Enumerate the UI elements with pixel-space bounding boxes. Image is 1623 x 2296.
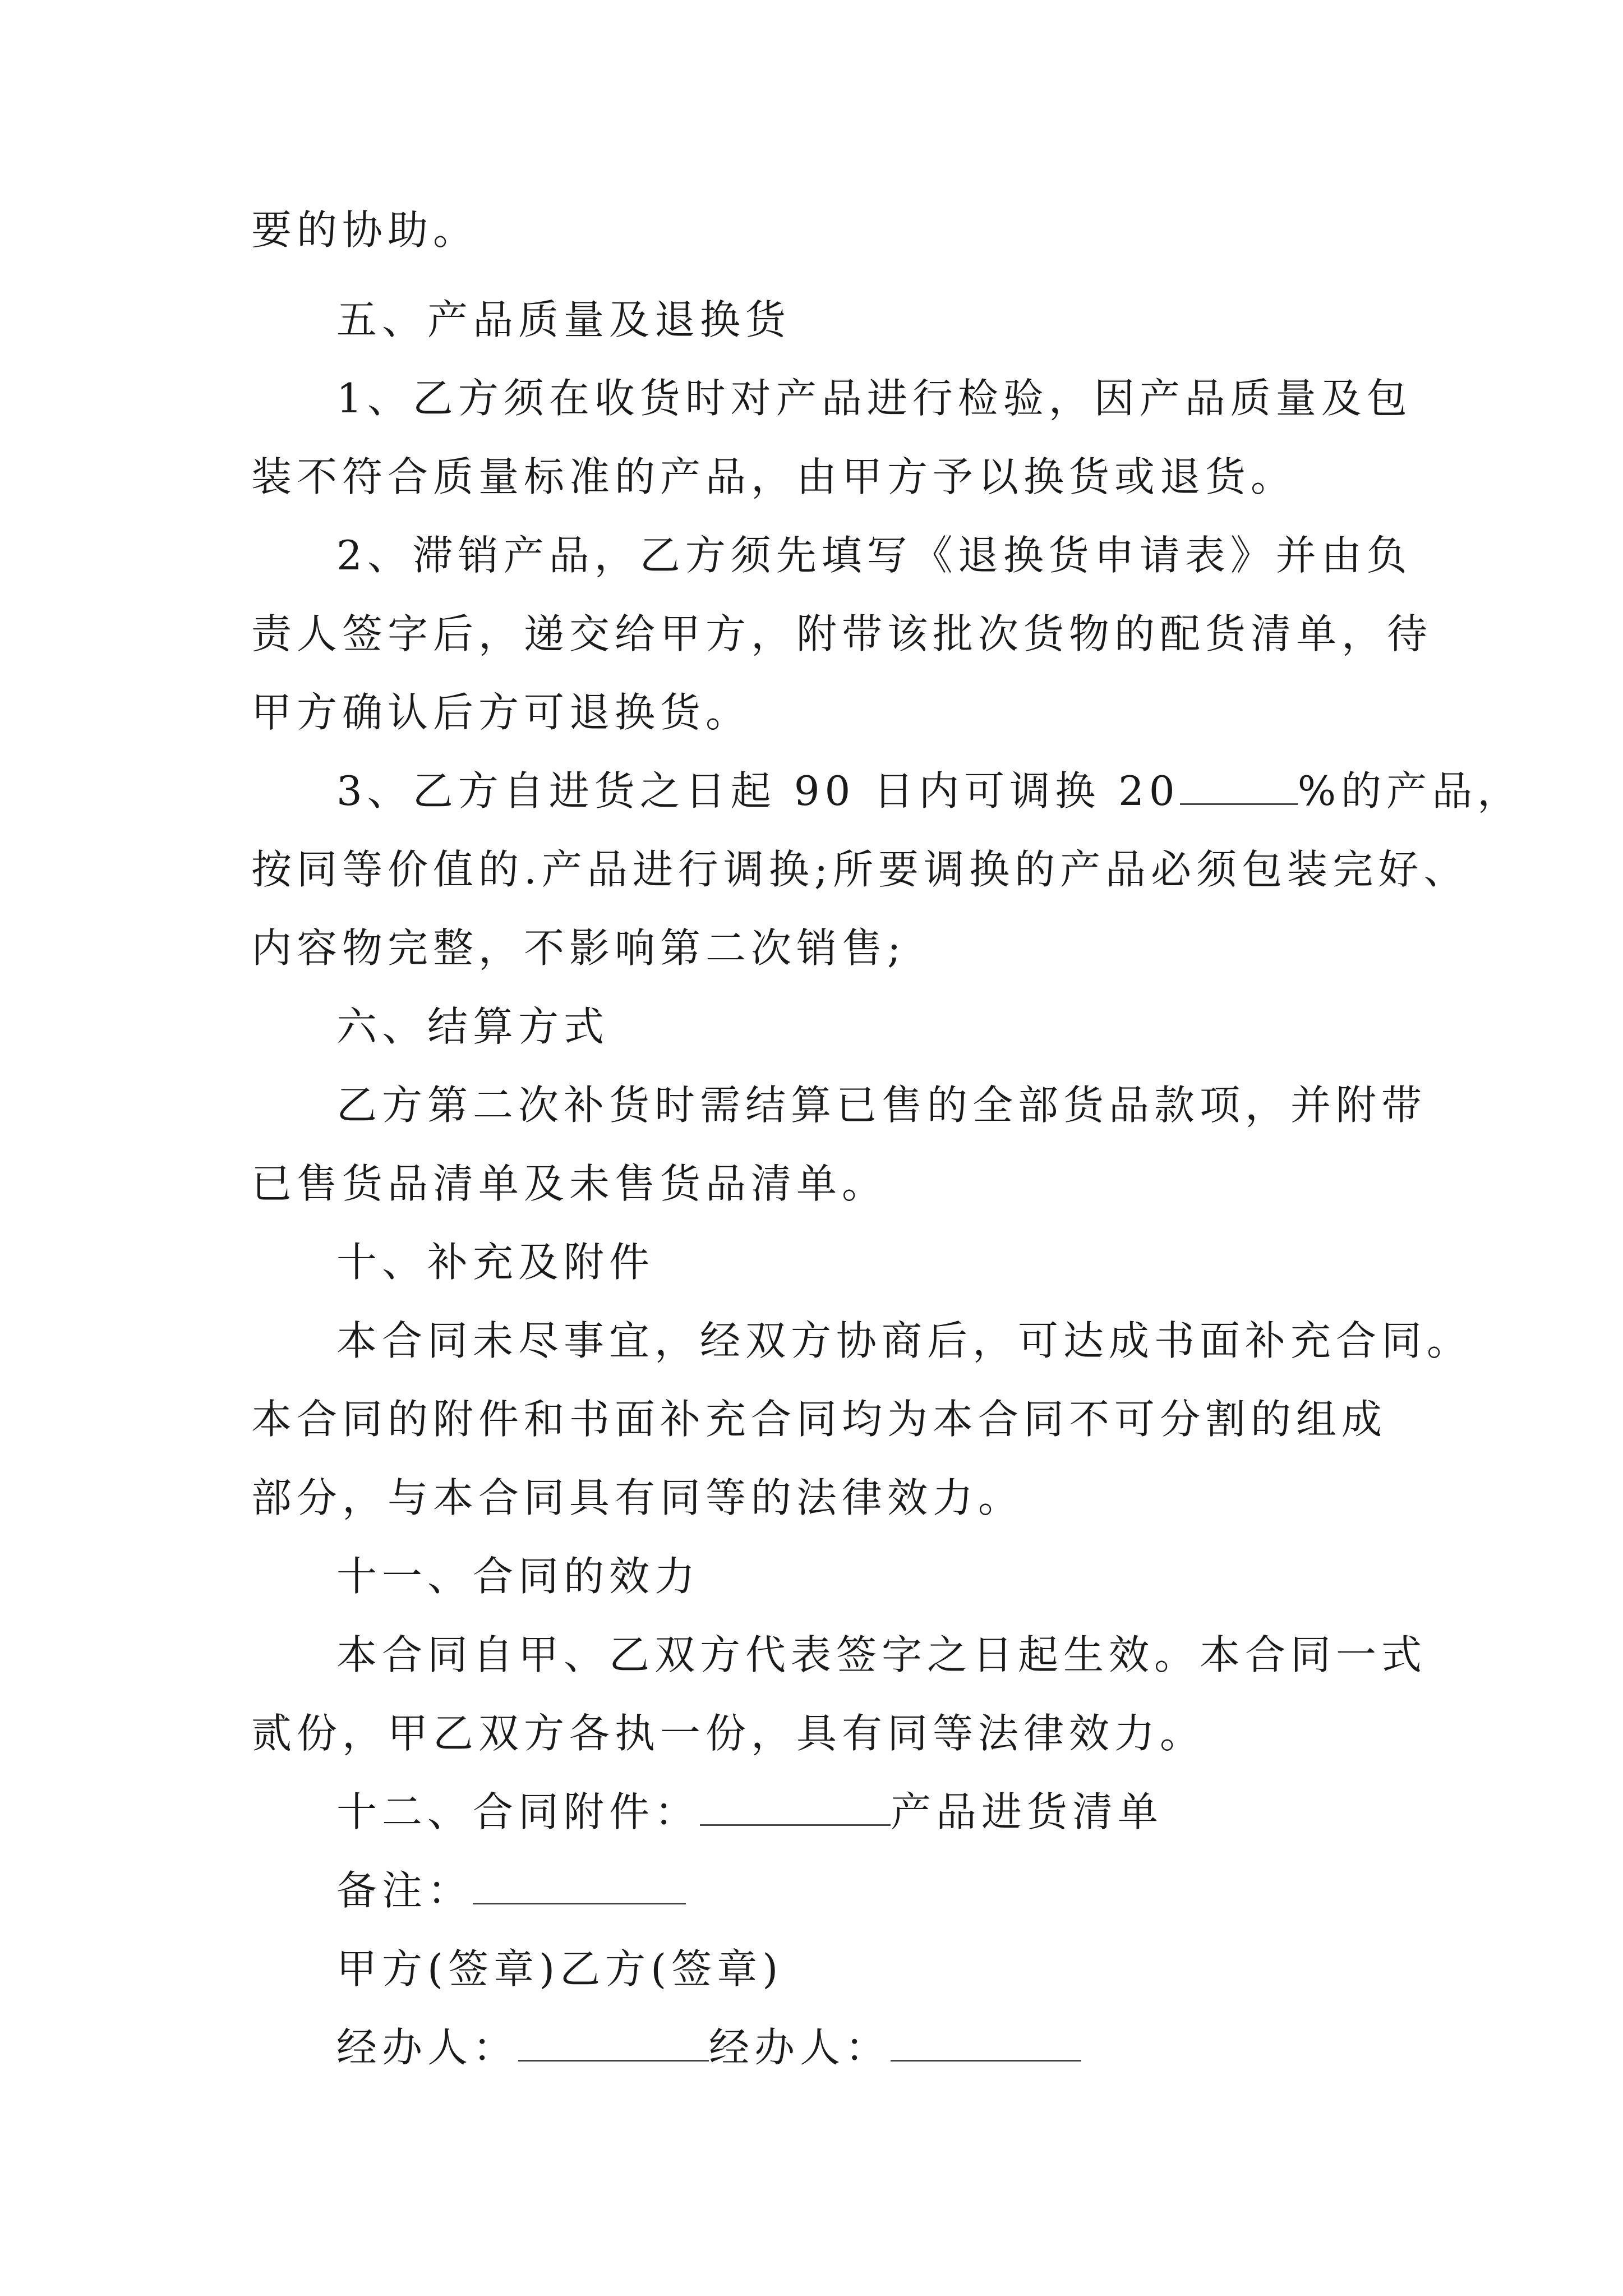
validity-line-2: 贰份，甲乙双方各执一份，具有同等法律效力。 [251, 1710, 1206, 1757]
remarks-label: 备注： [336, 1867, 473, 1914]
section-heading-11: 十一、合同的效力 [336, 1553, 700, 1600]
handler-b-label: 经办人： [709, 2024, 891, 2071]
settlement-line-2: 已售货品清单及未售货品清单。 [251, 1160, 888, 1207]
clause-5-2-line-3: 甲方确认后方可退换货。 [251, 689, 751, 736]
remarks-line [336, 1862, 686, 1918]
clause-5-1-line-2: 装不符合质量标准的产品，由甲方予以换货或退货。 [251, 453, 1297, 500]
supplement-line-3: 部分，与本合同具有同等的法律效力。 [251, 1474, 1024, 1521]
supplement-line-1: 本合同未尽事宜，经双方协商后，可达成书面补充合同。 [336, 1317, 1473, 1364]
paragraph-continuation: 要的协助。 [251, 206, 479, 254]
section-heading-6: 六、结算方式 [336, 1003, 610, 1050]
clause-5-3-line-3: 内容物完整，不影响第二次销售; [251, 924, 906, 972]
clause-5-3-line-1 [336, 763, 1523, 819]
handlers-line [336, 2019, 1081, 2076]
handler-a-blank [518, 2025, 709, 2062]
validity-line-1: 本合同自甲、乙双方代表签字之日起生效。本合同一式 [336, 1631, 1427, 1678]
section-heading-5: 五、产品质量及退换货 [336, 296, 791, 343]
percent-blank [1180, 769, 1298, 805]
clause-5-3-line-2: 按同等价值的.产品进行调换;所要调换的产品必须包装完好、 [251, 846, 1469, 893]
clause-5-1-line-1: 1、乙方须在收货时对产品进行检验，因产品质量及包 [336, 375, 1412, 422]
clause-5-2-line-1: 2、滞销产品，乙方须先填写《退换货申请表》并由负 [336, 532, 1412, 579]
handler-a-label: 经办人： [336, 2024, 519, 2071]
clause-5-3-text-b: %的产品， [1297, 767, 1523, 815]
attachment-text: 产品进货清单 [891, 1788, 1164, 1835]
clause-5-2-line-2: 责人签字后，递交给甲方，附带该批次货物的配货清单，待 [251, 610, 1433, 657]
attachment-label: 十二、合同附件： [336, 1788, 700, 1835]
signature-parties: 甲方(签章)乙方(签章) [336, 1945, 783, 1993]
supplement-line-2: 本合同的附件和书面补充合同均为本合同不可分割的组成 [251, 1396, 1387, 1443]
section-heading-12 [336, 1784, 1163, 1840]
attachment-blank [700, 1789, 891, 1826]
handler-b-blank [891, 2025, 1081, 2062]
clause-5-3-text-a: 3、乙方自进货之日起 90 日内可调换 20 [336, 767, 1180, 815]
section-heading-10: 十、补充及附件 [336, 1239, 655, 1286]
remarks-blank [473, 1868, 686, 1904]
settlement-line-1: 乙方第二次补货时需结算已售的全部货品款项，并附带 [336, 1082, 1427, 1129]
